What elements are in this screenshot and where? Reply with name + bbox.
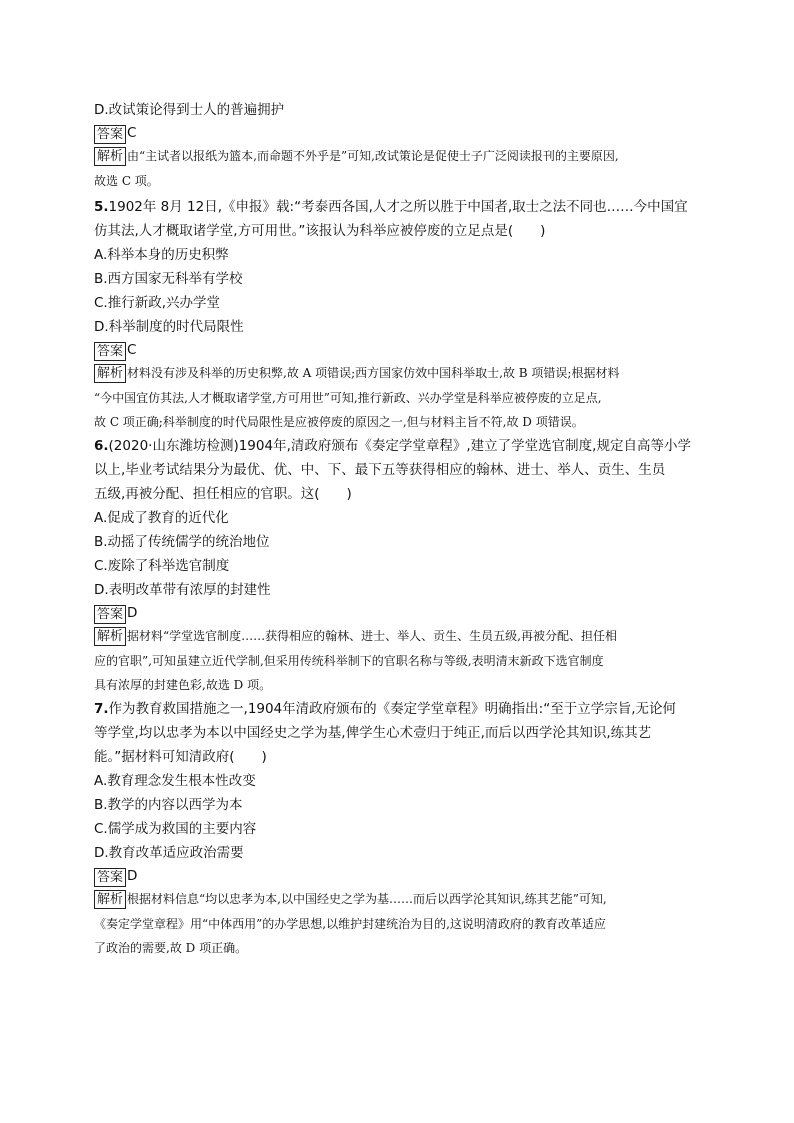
- q7-number: 7.: [94, 701, 109, 717]
- q4-option-d: D.改试策论得到士人的普遍拥护: [94, 102, 285, 118]
- q5-number: 5.: [94, 199, 109, 215]
- answer-label: 答案: [94, 868, 126, 887]
- q7-option-c: C.儒学成为救国的主要内容: [94, 821, 257, 837]
- q5-option-c: C.推行新政,兴办学堂: [94, 295, 221, 311]
- q6-stem-line: 6.(2020·山东潍坊检测)1904年,清政府颁布《奏定学堂章程》,建立了学堂选官制度,规定自高等小学: [94, 438, 691, 454]
- explain-label: 解析: [94, 364, 126, 383]
- q6-answer: D: [127, 605, 138, 621]
- q6-option-a: A.促成了教育的近代化: [94, 510, 229, 526]
- question-4-tail: [94, 98, 619, 193]
- q7-option-d: D.教育改革适应政治需要: [94, 845, 244, 861]
- q4-answer: C: [127, 125, 137, 141]
- q4-answer-row: [94, 122, 619, 144]
- explain-label: 解析: [94, 147, 126, 166]
- question-5: [94, 195, 688, 435]
- q7-explanation: 解析 根据材料信息“均以忠孝为本,以中国经史之学为基……而后以西学沦其知识,练其艺能”可知, 《奏定学堂章程》用“中体西用”的办学思想,以维护封建统治为目的,这说明清政府的教育改革适应 了政治的需要,故 D 项正确。: [94, 892, 607, 955]
- q6-stem-line: 以上,毕业考试结果分为最优、优、中、下、最下五等获得相应的翰林、进士、举人、贡生、生员: [94, 462, 666, 478]
- question-6: [94, 434, 691, 698]
- q5-answer: C: [127, 342, 137, 358]
- q5-stem-line: 5.1902年 8月 12日,《申报》载:“考泰西各国,人才之所以胜于中国者,取士之法不同也……今中国宜: [94, 199, 688, 215]
- q6-stem-line: 五级,再被分配、担任相应的官职。这( ): [94, 486, 352, 502]
- explain-label: 解析: [94, 627, 126, 646]
- answer-label: 答案: [94, 605, 126, 624]
- answer-label: 答案: [94, 342, 126, 361]
- answer-label: 答案: [94, 125, 126, 144]
- q6-answer-row: [94, 602, 691, 624]
- q6-option-d: D.表明改革带有浓厚的封建性: [94, 582, 271, 598]
- q7-stem-line: 等学堂,均以忠孝为本以中国经史之学为基,俾学生心术壹归于纯正,而后以西学沦其知识,练其艺: [94, 725, 652, 741]
- question-7: [94, 697, 676, 961]
- q7-answer-row: [94, 865, 676, 887]
- q7-stem-line: 7.作为教育救国措施之一,1904年清政府颁布的《奏定学堂章程》明确指出:“至于立学宗旨,无论何: [94, 701, 677, 717]
- q6-option-b: B.动摇了传统儒学的统治地位: [94, 534, 270, 550]
- q7-option-b: B.教学的内容以西学为本: [94, 797, 243, 813]
- q7-stem-line: 能。”据材料可知清政府( ): [94, 749, 267, 765]
- q5-stem-line: 仿其法,人才概取诸学堂,方可用世。”该报认为科举应被停废的立足点是( ): [94, 223, 546, 239]
- q7-option-a: A.教育理念发生根本性改变: [94, 773, 256, 789]
- explain-label: 解析: [94, 890, 126, 909]
- q6-explanation: 解析 据材料“学堂选官制度……获得相应的翰林、进士、举人、贡生、生员五级,再被分配、担任相 应的官职”,可知虽建立近代学制,但采用传统科举制下的官职名称与等级,表明清末新政下选官制度 具有浓厚的封建色彩,故选 D 项。: [94, 629, 617, 692]
- q6-option-c: C.废除了科举选官制度: [94, 558, 230, 574]
- q5-explanation: 解析 材料没有涉及科举的历史积弊,故 A 项错误;西方国家仿效中国科举取士,故 B 项错误;根据材料 “今中国宜仿其法,人才概取诸学堂,方可用世”可知,推行新政、兴办学堂是科举应被停废的立足点, 故 C 项正确;科举制度的时代局限性是应被停废的原因之一,但与材料主旨不符,故 D 项错误。: [94, 366, 620, 429]
- q5-option-d: D.科举制度的时代局限性: [94, 319, 244, 335]
- q4-explanation: 解析 由“主试者以报纸为篮本,而命题不外乎是”可知,改试策论是促使士子广泛阅读报刊的主要原因, 故选 C 项。: [94, 149, 619, 188]
- q5-answer-row: [94, 339, 688, 361]
- q7-answer: D: [127, 868, 138, 884]
- q5-option-a: A.科举本身的历史积弊: [94, 247, 229, 263]
- q6-number: 6.: [94, 438, 109, 454]
- q5-option-b: B.西方国家无科举有学校: [94, 271, 243, 287]
